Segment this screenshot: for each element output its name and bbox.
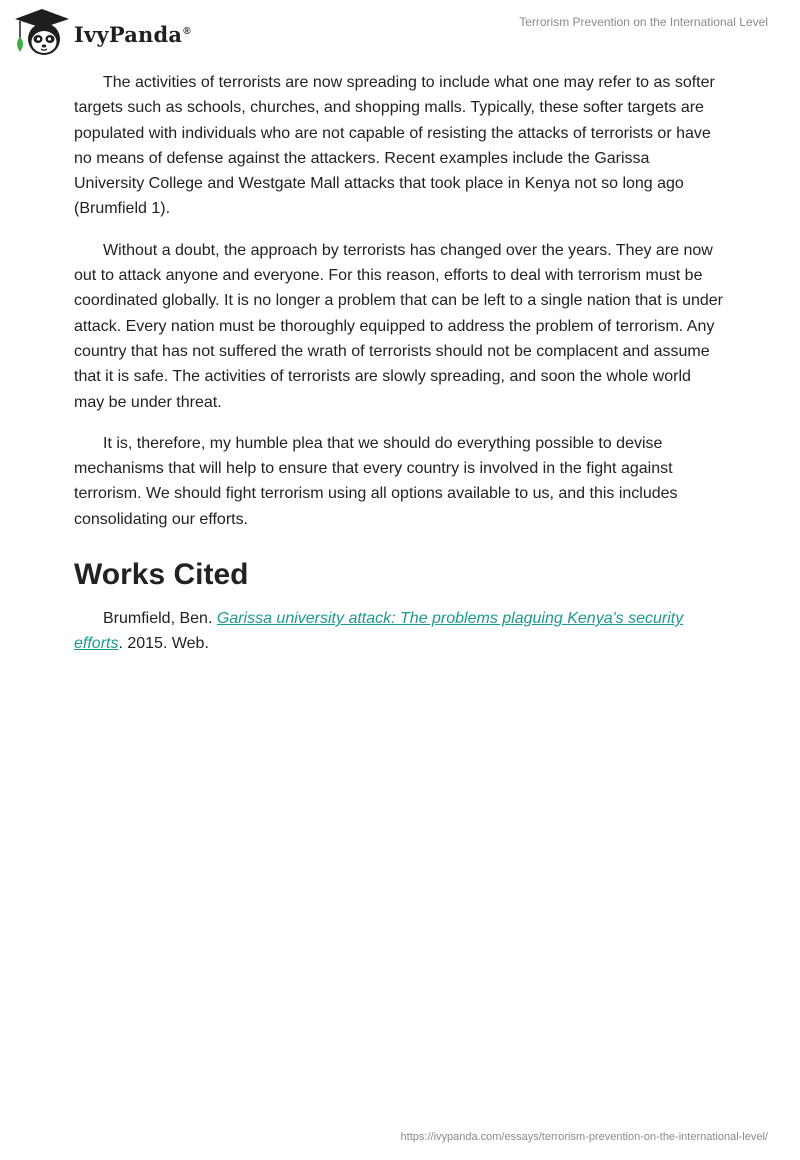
- works-cited-heading: Works Cited: [74, 558, 249, 592]
- brand-text: IvyPanda: [74, 21, 183, 47]
- source-url[interactable]: https://ivypanda.com/essays/terrorism-prevention-on-the-international-level/: [400, 1131, 768, 1143]
- citation-title-link[interactable]: Garissa university attack: The problems plaguing Kenya's security efforts: [74, 610, 684, 653]
- citation-author: Brumfield, Ben.: [103, 610, 213, 628]
- page-header: [0, 0, 800, 70]
- brand-name: [74, 22, 191, 47]
- paragraph-2: Without a doubt, the approach by terrorists has changed over the years. They are now out to attack anyone and everyone. For this reason, efforts to deal with terrorism must be coordinated globally. It is no longer a problem that can be left to a single nation that is under attack. Every nation must be thoroughly equipped to address the problem of terrorism. Any country that has not suffered the wrath of terrorists should not be complacent and assume that it is safe. The activities of terrorists are slowly spreading, and soon the whole world may be under threat.: [74, 241, 723, 411]
- paragraph-1: The activities of terrorists are now spreading to include what one may refer to as softer targets such as schools, churches, and shopping malls. Typically, these softer targets are populated with individuals who are not capable of resisting the attacks of terrorists or have no means of defense against the attackers. Recent examples include the Garissa University College and Westgate Mall attacks that took place in Kenya not so long ago (Brumfield 1).: [74, 74, 715, 218]
- essay-content: [74, 70, 724, 657]
- running-title: Terrorism Prevention on the International Level: [519, 15, 768, 29]
- panda-graduate-icon: [14, 8, 70, 58]
- paragraph-3: It is, therefore, my humble plea that we should do everything possible to devise mechanisms that will help to ensure that every country is involved in the fight against terrorism. We should fight terrorism using all options available to us, and this includes consolidating our efforts.: [74, 434, 678, 528]
- registered-mark: ®: [183, 25, 191, 37]
- citation-entry: [74, 606, 724, 657]
- citation-details: . 2015. Web.: [118, 635, 209, 653]
- ivypanda-logo[interactable]: [14, 8, 191, 58]
